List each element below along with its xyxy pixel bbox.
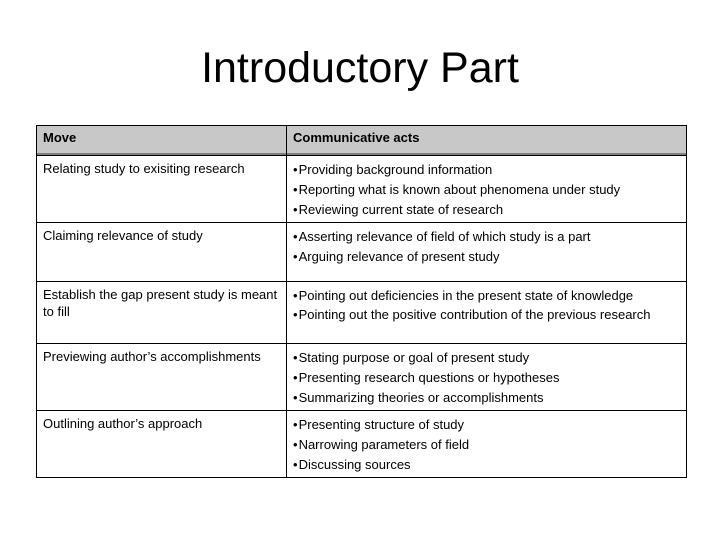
list-item: •Reporting what is known about phenomena under study xyxy=(293,182,621,197)
move-cell: Relating study to exisiting research xyxy=(37,156,287,223)
bullet-icon: • xyxy=(293,288,298,303)
list-item: •Reviewing current state of research xyxy=(293,202,504,217)
list-item: •Providing background information xyxy=(293,162,493,177)
list-item: •Presenting structure of study xyxy=(293,417,465,432)
bullet-icon: • xyxy=(293,229,298,244)
bullet-icon: • xyxy=(293,417,298,432)
table-row xyxy=(37,282,687,344)
list-item: •Discussing sources xyxy=(293,457,411,472)
table-header-row xyxy=(37,126,687,156)
bullet-icon: • xyxy=(293,350,298,365)
bullet-icon: • xyxy=(293,307,298,322)
table-row xyxy=(37,156,687,223)
table-row xyxy=(37,223,687,282)
table-row xyxy=(37,344,687,411)
acts-list xyxy=(293,160,682,220)
acts-cell xyxy=(287,223,687,282)
bullet-icon: • xyxy=(293,370,298,385)
list-item: •Narrowing parameters of field xyxy=(293,437,470,452)
list-item: •Presenting research questions or hypotheses xyxy=(293,370,560,385)
bullet-icon: • xyxy=(293,457,298,472)
move-cell: Establish the gap present study is meant to fill xyxy=(37,282,287,344)
acts-list xyxy=(293,286,682,324)
bullet-icon: • xyxy=(293,162,298,177)
acts-cell xyxy=(287,282,687,344)
acts-cell xyxy=(287,344,687,411)
acts-list xyxy=(293,348,682,408)
move-cell: Outlining author’s approach xyxy=(37,411,287,478)
moves-table xyxy=(36,125,687,478)
list-item: •Arguing relevance of present study xyxy=(293,249,500,264)
acts-list xyxy=(293,415,682,475)
page-title: Introductory Part xyxy=(201,44,519,92)
bullet-icon: • xyxy=(293,437,298,452)
acts-cell xyxy=(287,411,687,478)
bullet-icon: • xyxy=(293,390,298,405)
table-row xyxy=(37,411,687,478)
header-communicative-acts: Communicative acts xyxy=(287,126,687,156)
bullet-icon: • xyxy=(293,182,298,197)
bullet-icon: • xyxy=(293,202,298,217)
move-cell: Claiming relevance of study xyxy=(37,223,287,282)
acts-list xyxy=(293,227,682,267)
list-item: •Summarizing theories or accomplishments xyxy=(293,390,544,405)
bullet-icon: • xyxy=(293,249,298,264)
move-cell: Previewing author’s accomplishments xyxy=(37,344,287,411)
list-item: •Stating purpose or goal of present study xyxy=(293,350,530,365)
acts-cell xyxy=(287,156,687,223)
list-item: •Asserting relevance of field of which study is a part xyxy=(293,229,591,244)
list-item: •Pointing out the positive contribution of the previous research xyxy=(293,307,651,322)
header-move: Move xyxy=(37,126,287,156)
list-item: •Pointing out deficiencies in the present state of knowledge xyxy=(293,288,634,303)
